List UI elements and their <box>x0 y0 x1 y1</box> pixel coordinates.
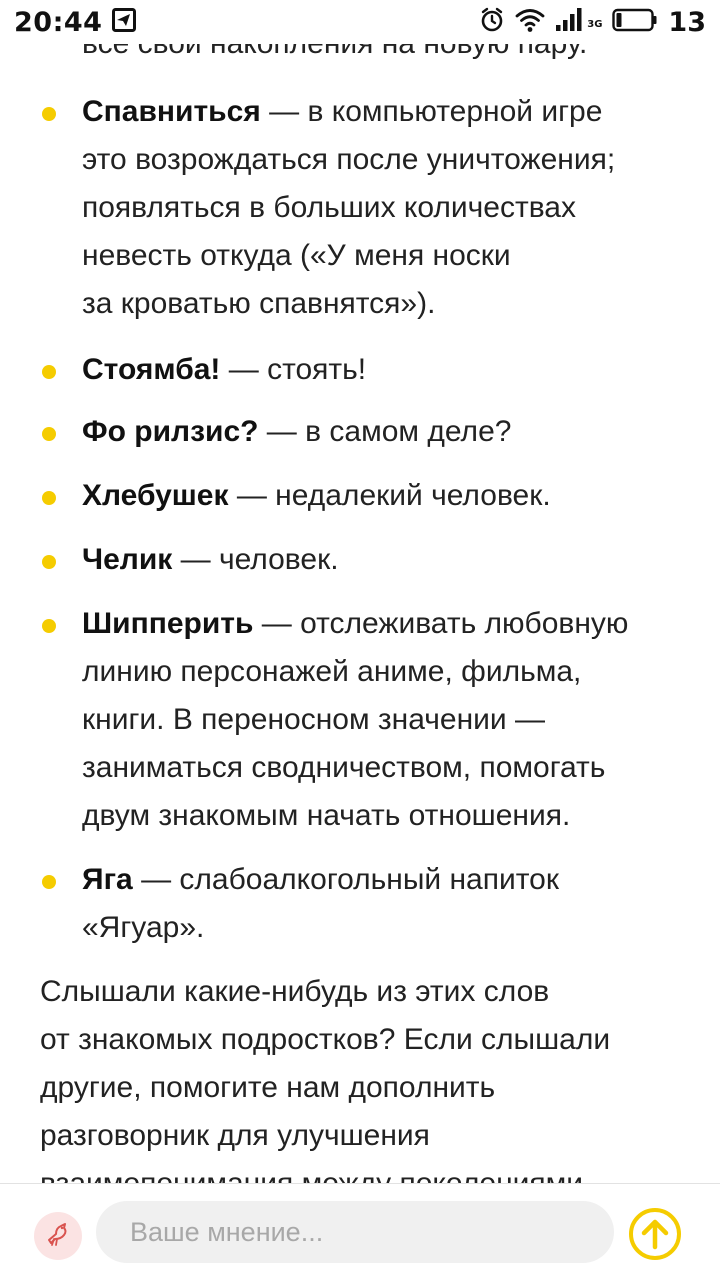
network-type: 3G <box>587 18 603 30</box>
term: Челик <box>82 543 173 576</box>
definition-line: — человек. <box>172 543 339 576</box>
bird-icon <box>44 1220 72 1253</box>
definition-line: невесть откуда («У меня носки <box>82 239 511 272</box>
term: Спавниться <box>82 95 261 128</box>
paragraph-line: от знакомых подростков? Если слышали <box>40 1023 611 1056</box>
paragraph-line: Слышали какие-нибудь из этих слов <box>40 975 550 1008</box>
closing-paragraph <box>40 968 690 1208</box>
list-item <box>82 346 692 394</box>
definition-line: книги. В переносном значении — <box>82 703 546 736</box>
paragraph-line: другие, помогите нам дополнить <box>40 1071 496 1104</box>
definition-line: заниматься сводничеством, помогать <box>82 751 606 784</box>
bullet-dot <box>42 427 56 441</box>
send-button[interactable] <box>628 1207 682 1261</box>
definition-line: — в самом деле? <box>258 415 512 448</box>
status-bar <box>0 0 720 44</box>
battery-level: 13 <box>668 6 706 38</box>
definition-line: — стоять! <box>220 353 367 386</box>
avatar[interactable] <box>34 1212 82 1260</box>
list-item <box>82 536 692 584</box>
bullet-dot <box>42 875 56 889</box>
arrow-up-circle-icon <box>628 1249 682 1264</box>
bullet-dot <box>42 365 56 379</box>
definition-line: «Ягуар». <box>82 911 205 944</box>
comment-bar <box>0 1183 720 1280</box>
wifi-icon <box>515 7 545 37</box>
term: Стоямба! <box>82 353 221 386</box>
bullet-dot <box>42 491 56 505</box>
term: Хлебушек <box>82 479 229 512</box>
list-item <box>82 856 692 952</box>
bullet-dot <box>42 555 56 569</box>
status-time: 20:44 <box>14 6 103 38</box>
term: Шипперить <box>82 607 254 640</box>
telegram-icon <box>112 8 136 36</box>
definition-line: линию персонажей аниме, фильма, <box>82 655 582 688</box>
definition-line: это возрождаться после уничтожения; <box>82 143 616 176</box>
term: Фо рилзис? <box>82 415 259 448</box>
list-item <box>82 600 692 840</box>
term: Яга <box>82 863 133 896</box>
definition-line: — отслеживать любовную <box>253 607 629 640</box>
definition-line: двум знакомым начать отношения. <box>82 799 571 832</box>
comment-input[interactable] <box>96 1201 614 1263</box>
bullet-dot <box>42 107 56 121</box>
paragraph-line: разговорник для улучшения <box>40 1119 430 1152</box>
definition-line: — слабоалкогольный напиток <box>132 863 559 896</box>
signal-icon <box>555 7 585 37</box>
list-item <box>82 472 692 520</box>
definition-line: появляться в больших количествах <box>82 191 576 224</box>
definition-line: — недалекий человек. <box>228 479 551 512</box>
list-item <box>82 88 692 328</box>
definition-line: — в компьютерной игре <box>260 95 603 128</box>
list-item <box>82 408 692 456</box>
battery-icon <box>612 8 658 36</box>
status-right <box>479 7 720 38</box>
bullet-dot <box>42 619 56 633</box>
alarm-icon <box>479 7 505 37</box>
status-left <box>0 7 136 38</box>
definition-line: за кроватью спавнятся»). <box>82 287 436 320</box>
